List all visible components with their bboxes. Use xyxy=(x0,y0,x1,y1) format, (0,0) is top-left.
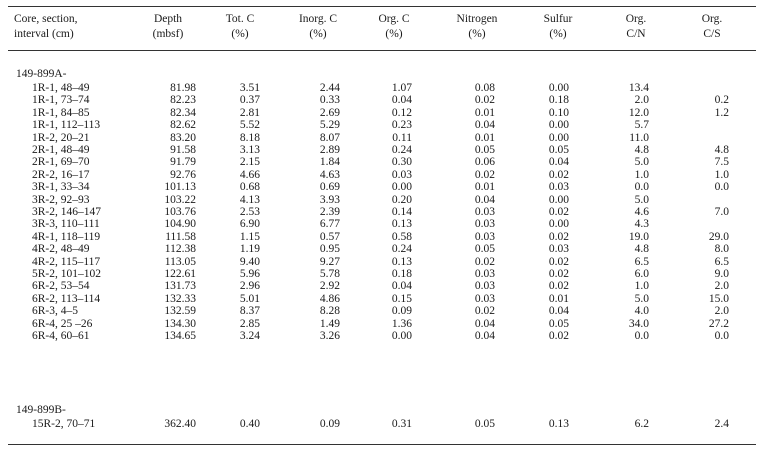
cell-inorg-c: 0.33 xyxy=(319,94,340,107)
cell-depth: 92.76 xyxy=(170,168,196,181)
cell-depth: 122.61 xyxy=(164,268,196,280)
cell-cs: 9.0 xyxy=(714,268,729,280)
cell-tot-c: 2.96 xyxy=(239,280,260,293)
cell-cn: 4.8 xyxy=(634,144,649,156)
cell-core: 4R-2, 115–117 xyxy=(32,255,101,268)
cell-tot-c: 3.13 xyxy=(239,144,260,156)
cell-tot-c: 8.18 xyxy=(239,131,260,144)
cell-cn: 4.8 xyxy=(634,243,649,256)
cell-cn: 6.2 xyxy=(634,418,649,430)
table-row xyxy=(0,218,766,230)
cell-cn: 4.0 xyxy=(634,305,649,318)
cell-nitrogen: 0.01 xyxy=(474,106,495,119)
table-row xyxy=(0,231,766,243)
cell-nitrogen: 0.03 xyxy=(474,280,495,293)
cell-org-c: 0.03 xyxy=(391,168,412,181)
cell-sulfur: 0.05 xyxy=(548,144,569,156)
cell-cn: 5.0 xyxy=(634,292,649,305)
cell-org-c: 0.04 xyxy=(391,280,412,293)
cell-nitrogen: 0.02 xyxy=(474,255,495,268)
cell-org-c: 0.24 xyxy=(391,243,412,256)
cell-tot-c: 4.66 xyxy=(239,168,260,181)
header-rule xyxy=(8,50,756,51)
cell-org-c: 0.31 xyxy=(391,418,412,430)
cell-depth: 91.79 xyxy=(170,156,196,169)
cell-depth: 81.98 xyxy=(170,82,196,94)
cell-cn: 5.0 xyxy=(634,193,649,206)
cell-sulfur: 0.04 xyxy=(548,156,569,169)
table-row xyxy=(0,144,766,156)
table-row xyxy=(0,318,766,330)
cell-inorg-c: 2.69 xyxy=(319,106,340,119)
cell-nitrogen: 0.06 xyxy=(474,156,495,169)
cell-cn: 6.0 xyxy=(634,268,649,280)
cell-core: 6R-4, 25 –26 xyxy=(32,317,93,330)
cell-nitrogen: 0.02 xyxy=(474,305,495,318)
cell-org-c: 0.13 xyxy=(391,218,412,231)
cell-sulfur: 0.13 xyxy=(548,418,569,430)
cell-sulfur: 0.05 xyxy=(548,317,569,330)
cell-org-c: 0.00 xyxy=(391,330,412,342)
header-org-cn: Org. C/N xyxy=(625,13,647,40)
cell-core: 6R-2, 53–54 xyxy=(32,280,90,293)
cell-depth: 91.58 xyxy=(170,144,196,156)
cell-depth: 132.33 xyxy=(164,292,196,305)
header-org-cs: Org. C/S xyxy=(701,13,723,40)
cell-core: 3R-1, 33–34 xyxy=(32,181,90,194)
cell-core: 6R-2, 113–114 xyxy=(32,292,101,305)
cell-cn: 19.0 xyxy=(628,230,649,243)
cell-cn: 4.3 xyxy=(634,218,649,231)
cell-nitrogen: 0.04 xyxy=(474,119,495,132)
header-inorg-c: Inorg. C (%) xyxy=(298,13,338,40)
cell-nitrogen: 0.02 xyxy=(474,94,495,107)
cell-core: 6R-4, 60–61 xyxy=(32,330,90,342)
group-label: 149-899A- xyxy=(16,68,67,80)
cell-sulfur: 0.10 xyxy=(548,106,569,119)
cell-tot-c: 2.15 xyxy=(239,156,260,169)
cell-sulfur: 0.02 xyxy=(548,280,569,293)
cell-sulfur: 0.18 xyxy=(548,94,569,107)
cell-cn: 11.0 xyxy=(629,131,649,144)
bottom-rule xyxy=(8,444,756,445)
cell-org-c: 0.15 xyxy=(391,292,412,305)
cell-org-c: 0.30 xyxy=(391,156,412,169)
cell-core: 15R-2, 70–71 xyxy=(32,418,96,430)
cell-cs: 27.2 xyxy=(708,317,729,330)
cell-inorg-c: 0.57 xyxy=(319,230,340,243)
cell-cn: 0.0 xyxy=(634,330,649,342)
cell-depth: 113.05 xyxy=(164,255,196,268)
cell-depth: 82.62 xyxy=(170,119,196,132)
cell-depth: 362.40 xyxy=(164,418,196,430)
cell-cn: 1.0 xyxy=(634,168,649,181)
cell-inorg-c: 5.29 xyxy=(319,119,340,132)
cell-depth: 82.23 xyxy=(170,94,196,107)
cell-inorg-c: 5.78 xyxy=(319,268,340,280)
cell-cs: 1.0 xyxy=(714,168,729,181)
cell-nitrogen: 0.08 xyxy=(474,82,495,94)
cell-tot-c: 9.40 xyxy=(239,255,260,268)
cell-sulfur: 0.03 xyxy=(548,181,569,194)
cell-sulfur: 0.02 xyxy=(548,330,569,342)
cell-org-c: 0.20 xyxy=(391,193,412,206)
cell-cn: 0.0 xyxy=(634,181,649,194)
cell-org-c: 0.12 xyxy=(391,106,412,119)
table-row xyxy=(0,132,766,144)
cell-depth: 103.76 xyxy=(164,206,196,218)
table-row xyxy=(0,418,766,430)
table-row xyxy=(0,268,766,280)
cell-depth: 134.30 xyxy=(164,317,196,330)
cell-inorg-c: 0.69 xyxy=(319,181,340,194)
cell-core: 2R-1, 48–49 xyxy=(32,144,90,156)
cell-cn: 5.0 xyxy=(634,156,649,169)
cell-org-c: 0.18 xyxy=(391,268,412,280)
cell-tot-c: 3.51 xyxy=(239,82,260,94)
cell-nitrogen: 0.03 xyxy=(474,206,495,218)
cell-inorg-c: 2.39 xyxy=(319,206,340,218)
cell-sulfur: 0.00 xyxy=(548,131,569,144)
cell-cs: 0.0 xyxy=(714,181,729,194)
cell-core: 5R-2, 101–102 xyxy=(32,268,101,280)
cell-tot-c: 3.24 xyxy=(239,330,260,342)
cell-nitrogen: 0.03 xyxy=(474,268,495,280)
cell-tot-c: 1.19 xyxy=(239,243,260,256)
cell-sulfur: 0.02 xyxy=(548,206,569,218)
cell-sulfur: 0.04 xyxy=(548,305,569,318)
header-tot-c: Tot. C (%) xyxy=(225,13,255,40)
cell-nitrogen: 0.03 xyxy=(474,218,495,231)
cell-depth: 131.73 xyxy=(164,280,196,293)
cell-sulfur: 0.00 xyxy=(548,218,569,231)
cell-core: 4R-1, 118–119 xyxy=(32,230,101,243)
cell-cs: 29.0 xyxy=(708,230,729,243)
cell-cn: 4.6 xyxy=(634,206,649,218)
cell-sulfur: 0.02 xyxy=(548,255,569,268)
cell-tot-c: 0.68 xyxy=(239,181,260,194)
cell-tot-c: 1.15 xyxy=(239,230,260,243)
cell-cs: 15.0 xyxy=(708,292,729,305)
cell-cs: 8.0 xyxy=(714,243,729,256)
table-row xyxy=(0,330,766,342)
cell-inorg-c: 3.93 xyxy=(319,193,340,206)
cell-org-c: 0.14 xyxy=(391,206,412,218)
table-row xyxy=(0,256,766,268)
cell-depth: 132.59 xyxy=(164,305,196,318)
cell-sulfur: 0.02 xyxy=(548,230,569,243)
cell-nitrogen: 0.03 xyxy=(474,230,495,243)
cell-org-c: 0.13 xyxy=(391,255,412,268)
cell-core: 4R-2, 48–49 xyxy=(32,243,90,256)
cell-depth: 112.38 xyxy=(164,243,196,256)
cell-cn: 12.0 xyxy=(628,106,649,119)
header-depth: Depth (mbsf) xyxy=(152,13,184,40)
header-nitrogen: Nitrogen (%) xyxy=(456,13,498,40)
cell-cn: 2.0 xyxy=(634,94,649,107)
cell-core: 1R-2, 20–21 xyxy=(32,131,90,144)
cell-cs: 7.5 xyxy=(714,156,729,169)
cell-tot-c: 5.96 xyxy=(239,268,260,280)
cell-sulfur: 0.02 xyxy=(548,268,569,280)
cell-tot-c: 5.01 xyxy=(239,292,260,305)
cell-cn: 6.5 xyxy=(634,255,649,268)
cell-tot-c: 0.40 xyxy=(239,418,260,430)
cell-inorg-c: 2.89 xyxy=(319,144,340,156)
cell-inorg-c: 0.95 xyxy=(319,243,340,256)
cell-sulfur: 0.00 xyxy=(548,193,569,206)
cell-inorg-c: 9.27 xyxy=(319,255,340,268)
cell-nitrogen: 0.05 xyxy=(474,418,495,430)
cell-inorg-c: 1.49 xyxy=(319,317,340,330)
cell-nitrogen: 0.05 xyxy=(474,144,495,156)
cell-cs: 2.0 xyxy=(714,305,729,318)
cell-tot-c: 6.90 xyxy=(239,218,260,231)
cell-nitrogen: 0.04 xyxy=(474,317,495,330)
cell-org-c: 0.58 xyxy=(391,230,412,243)
cell-org-c: 0.11 xyxy=(392,131,412,144)
cell-tot-c: 2.81 xyxy=(239,106,260,119)
cell-sulfur: 0.01 xyxy=(548,292,569,305)
cell-cs: 1.2 xyxy=(714,106,729,119)
cell-sulfur: 0.00 xyxy=(548,82,569,94)
cell-core: 6R-3, 4–5 xyxy=(32,305,78,318)
cell-inorg-c: 8.28 xyxy=(319,305,340,318)
cell-inorg-c: 4.86 xyxy=(319,292,340,305)
table-row xyxy=(0,107,766,119)
header-core: Core, section, interval (cm) xyxy=(14,13,78,40)
table-row xyxy=(0,243,766,255)
cell-sulfur: 0.00 xyxy=(548,119,569,132)
cell-cn: 5.7 xyxy=(634,119,649,132)
cell-nitrogen: 0.03 xyxy=(474,292,495,305)
cell-cn: 13.4 xyxy=(628,82,649,94)
group-label: 149-899B- xyxy=(16,404,66,416)
cell-inorg-c: 8.07 xyxy=(319,131,340,144)
header-org-c: Org. C (%) xyxy=(378,13,410,40)
table-row xyxy=(0,94,766,106)
cell-cs: 0.2 xyxy=(714,94,729,107)
cell-inorg-c: 2.92 xyxy=(319,280,340,293)
cell-inorg-c: 2.44 xyxy=(319,82,340,94)
cell-tot-c: 2.53 xyxy=(239,206,260,218)
cell-inorg-c: 4.63 xyxy=(319,168,340,181)
cell-depth: 134.65 xyxy=(164,330,196,342)
cell-tot-c: 4.13 xyxy=(239,193,260,206)
cell-depth: 111.58 xyxy=(165,230,196,243)
table-row xyxy=(0,280,766,292)
cell-nitrogen: 0.01 xyxy=(474,181,495,194)
cell-cs: 2.0 xyxy=(714,280,729,293)
cell-nitrogen: 0.01 xyxy=(474,131,495,144)
cell-cs: 2.4 xyxy=(714,418,729,430)
table-row xyxy=(0,305,766,317)
cell-depth: 104.90 xyxy=(164,218,196,231)
cell-inorg-c: 3.26 xyxy=(319,330,340,342)
cell-cs: 6.5 xyxy=(714,255,729,268)
table-row xyxy=(0,82,766,94)
cell-core: 3R-2, 92–93 xyxy=(32,193,90,206)
cell-cn: 1.0 xyxy=(634,280,649,293)
cell-depth: 82.34 xyxy=(170,106,196,119)
cell-nitrogen: 0.04 xyxy=(474,193,495,206)
cell-cs: 7.0 xyxy=(714,206,729,218)
header-sulfur: Sulfur (%) xyxy=(543,13,573,40)
cell-core: 1R-1, 73–74 xyxy=(32,94,90,107)
cell-core: 3R-3, 110–111 xyxy=(32,218,100,231)
cell-sulfur: 0.03 xyxy=(548,243,569,256)
cell-depth: 103.22 xyxy=(164,193,196,206)
cell-inorg-c: 1.84 xyxy=(319,156,340,169)
cell-depth: 101.13 xyxy=(164,181,196,194)
cell-core: 1R-1, 48–49 xyxy=(32,82,90,94)
table-row xyxy=(0,119,766,131)
cell-core: 2R-2, 16–17 xyxy=(32,168,90,181)
table-row xyxy=(0,293,766,305)
cell-core: 2R-1, 69–70 xyxy=(32,156,90,169)
cell-org-c: 0.04 xyxy=(391,94,412,107)
cell-nitrogen: 0.02 xyxy=(474,168,495,181)
cell-cn: 34.0 xyxy=(628,317,649,330)
cell-org-c: 0.23 xyxy=(391,119,412,132)
cell-org-c: 0.00 xyxy=(391,181,412,194)
cell-tot-c: 0.37 xyxy=(239,94,260,107)
cell-nitrogen: 0.04 xyxy=(474,330,495,342)
cell-org-c: 1.07 xyxy=(391,82,412,94)
cell-core: 1R-1, 112–113 xyxy=(32,119,101,132)
cell-tot-c: 8.37 xyxy=(239,305,260,318)
cell-org-c: 0.09 xyxy=(391,305,412,318)
cell-core: 1R-1, 84–85 xyxy=(32,106,90,119)
cell-cs: 0.0 xyxy=(714,330,729,342)
cell-org-c: 0.24 xyxy=(391,144,412,156)
cell-tot-c: 5.52 xyxy=(239,119,260,132)
table-row xyxy=(0,156,766,168)
cell-cs: 4.8 xyxy=(714,144,729,156)
table-row xyxy=(0,194,766,206)
cell-tot-c: 2.85 xyxy=(239,317,260,330)
top-rule xyxy=(8,6,756,7)
cell-org-c: 1.36 xyxy=(391,317,412,330)
cell-depth: 83.20 xyxy=(170,131,196,144)
table-row xyxy=(0,181,766,193)
table-row xyxy=(0,169,766,181)
cell-core: 3R-2, 146–147 xyxy=(32,206,101,218)
cell-inorg-c: 6.77 xyxy=(319,218,340,231)
cell-sulfur: 0.02 xyxy=(548,168,569,181)
cell-inorg-c: 0.09 xyxy=(319,418,340,430)
table-row xyxy=(0,206,766,218)
cell-nitrogen: 0.05 xyxy=(474,243,495,256)
